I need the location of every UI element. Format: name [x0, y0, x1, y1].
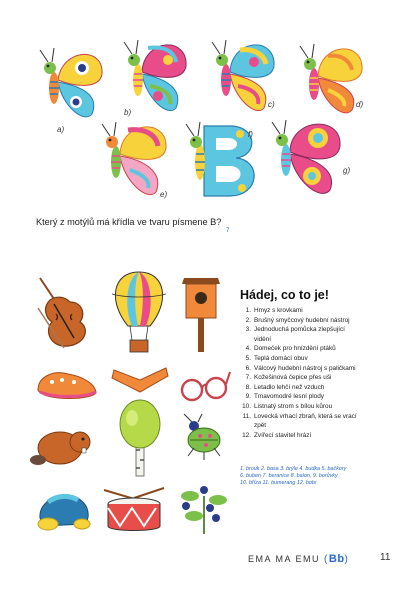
clue-text: Válcový hudební nástroj s paličkami — [254, 364, 356, 372]
clue-number: 10. — [242, 402, 251, 410]
question-text: Který z motýlů má křídla ve tvaru písmene B? — [36, 217, 222, 227]
clue-item — [240, 431, 400, 441]
clue-text: Zvířecí stavitel hrází — [254, 431, 312, 439]
footer-text: EMA MA EMU — [248, 554, 321, 564]
footer-letters: Bb — [328, 553, 345, 565]
clue-item — [240, 364, 400, 374]
glasses-picture — [176, 366, 232, 406]
clue-text: zpět — [254, 422, 267, 430]
page-footer — [248, 553, 349, 565]
clue-item — [240, 373, 400, 383]
label-d: d) — [356, 100, 364, 109]
page-number: 11 — [380, 552, 391, 563]
slipper-picture — [34, 362, 100, 406]
clue-text: Kožešinová čepice přes uši — [254, 374, 332, 382]
clue-item — [240, 344, 400, 354]
balloon-picture — [106, 268, 172, 358]
clue-number: 5. — [245, 354, 251, 362]
label-b: b) — [124, 108, 132, 117]
butterfly-e — [96, 118, 172, 200]
birch-tree-picture — [116, 396, 164, 478]
butterfly-a — [34, 44, 106, 122]
clue-text: Domeček pro hnízdění ptáků — [254, 345, 336, 353]
label-a: a) — [57, 125, 65, 134]
beetle-picture — [176, 412, 228, 462]
clue-number: 4. — [245, 345, 251, 353]
clue-item — [240, 421, 400, 431]
clue-text: vidění — [254, 335, 272, 343]
beaver-picture — [30, 420, 96, 474]
drum-picture — [98, 482, 170, 534]
blueberries-picture — [176, 478, 232, 536]
clue-number: 11. — [242, 412, 251, 420]
clue-text: Brušný smyčcový hudební nástroj — [254, 316, 350, 324]
question-mark-number: 7 — [226, 228, 230, 234]
answer-line: 1. brouk 2. basa 3. brýle 4. budka 5. bačkory — [240, 466, 347, 472]
clue-item — [240, 383, 400, 393]
butterfly-g — [266, 116, 350, 198]
clue-text: Hmyz s krovkami — [254, 307, 303, 314]
answer-line: 10. bříza 11. bumerang 12. bobr — [240, 480, 317, 487]
clue-text: Lovecká vrhací zbraň, která se vrací — [254, 412, 357, 420]
clue-text: Listnatý strom s bílou kůrou — [254, 402, 333, 410]
clue-number: 6. — [245, 364, 251, 372]
footer-paren-close: ) — [344, 554, 350, 565]
puzzle-title: Hádej, co to je! — [240, 288, 329, 302]
clue-item — [240, 412, 400, 422]
label-g: g) — [343, 166, 351, 175]
clue-text: Jednoduchá pomůcka zlepšující — [254, 326, 345, 334]
clue-text: Tmavomodré lesní plody — [254, 393, 324, 401]
clue-item — [240, 402, 400, 412]
answer-line: 6. buben 7. beranice 8. balon, 9. borůvky — [240, 473, 338, 480]
footer-paren-open: ( — [324, 554, 329, 565]
butterfly-b — [118, 36, 190, 116]
label-c: c) — [268, 100, 275, 109]
label-e: e) — [160, 190, 168, 199]
clue-item — [240, 306, 400, 316]
clue-list — [240, 306, 400, 440]
clue-number: 12. — [242, 431, 251, 439]
label-f: f) — [248, 130, 253, 139]
clue-number: 3. — [245, 326, 251, 334]
clue-number: 2. — [245, 316, 251, 324]
clue-number: 9. — [245, 393, 251, 401]
clue-text: Letadlo lehčí než vzduch — [254, 383, 325, 391]
clue-number: 7. — [245, 374, 251, 382]
clue-item — [240, 392, 400, 402]
clue-number: 1. — [245, 307, 251, 314]
clue-text: Teplá domácí obuv — [254, 354, 308, 362]
clue-item — [240, 316, 400, 326]
birdhouse-picture — [178, 270, 224, 354]
clue-item — [240, 354, 400, 364]
clue-item — [240, 335, 400, 345]
double-bass-picture — [34, 268, 96, 352]
winter-hat-picture — [34, 484, 94, 532]
answer-key — [240, 466, 390, 488]
clue-number: 8. — [245, 383, 251, 391]
clue-item — [240, 325, 400, 335]
